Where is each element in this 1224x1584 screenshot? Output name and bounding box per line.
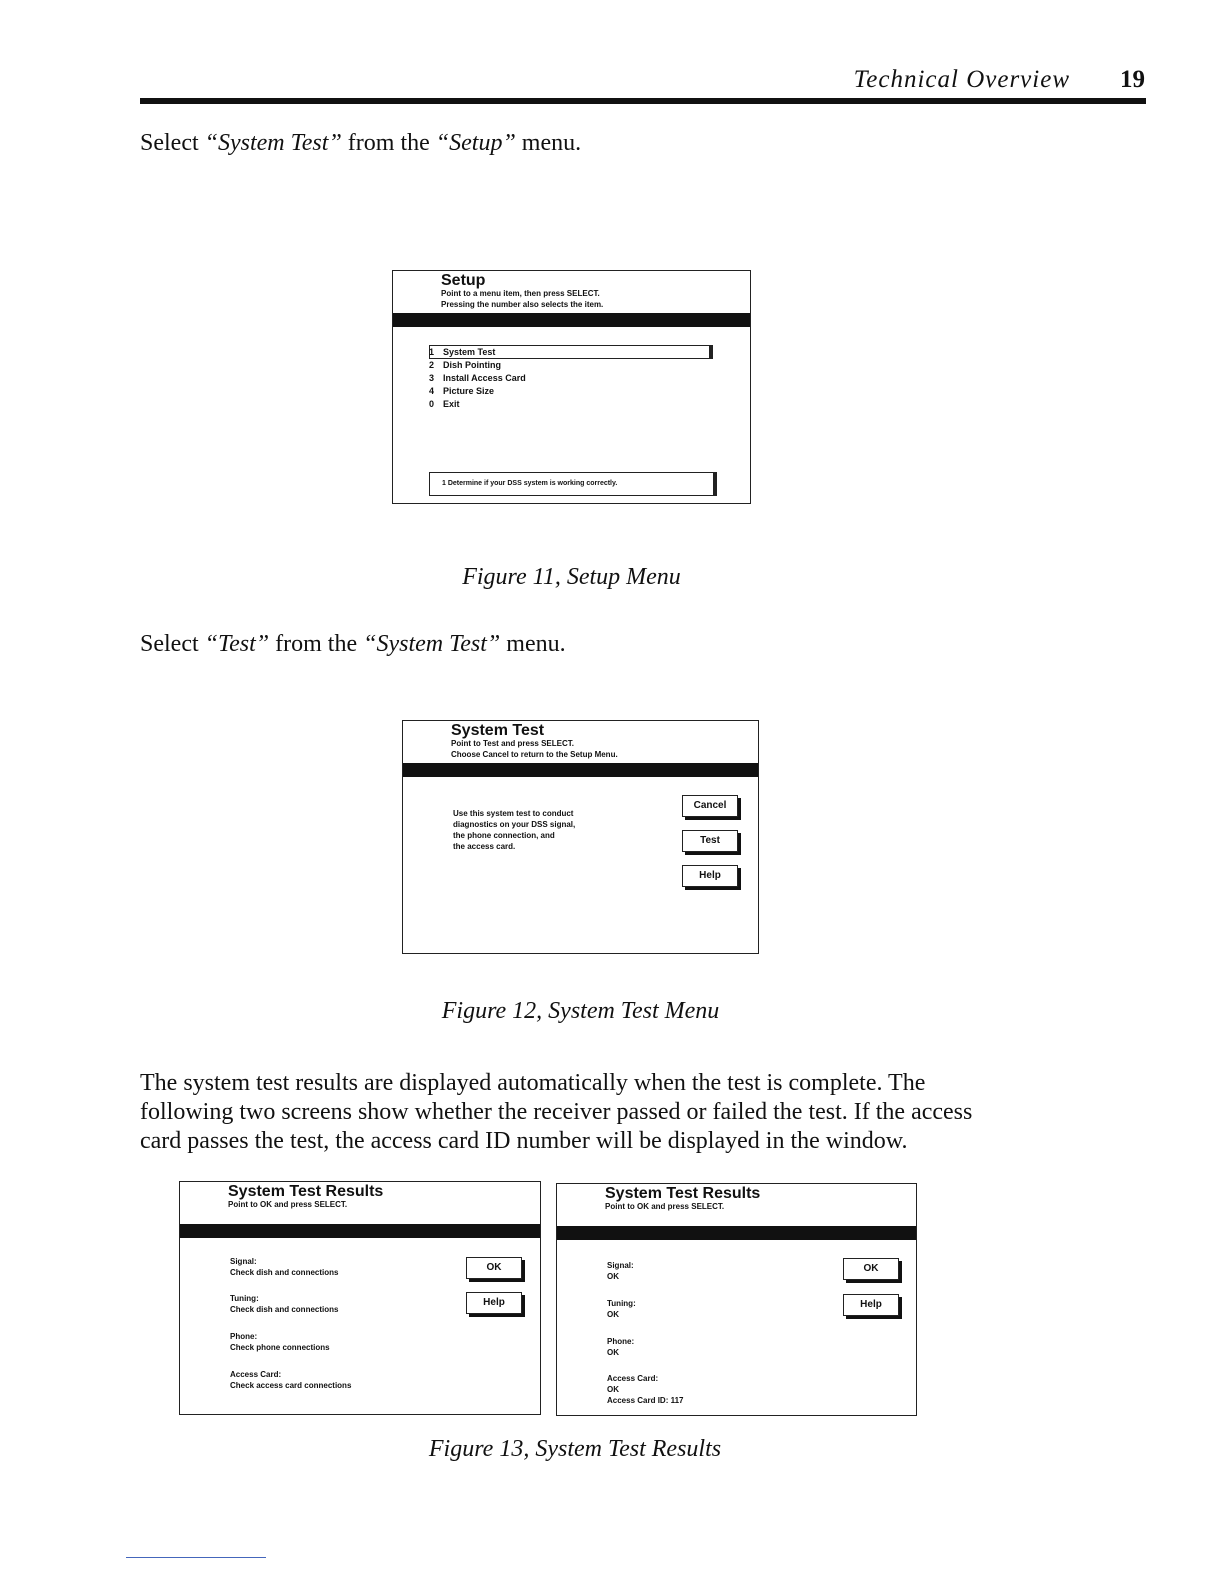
fail-result-phone: Phone: Check phone connections [230,1332,330,1352]
setup-status-bar: 1 Determine if your DSS system is working correctly. [429,472,717,496]
figure-12-caption: Figure 12, System Test Menu [441,998,720,1024]
figure-13-caption: Figure 13, System Test Results [428,1436,722,1462]
menu-item-system-test[interactable]: 1 System Test [429,347,496,357]
fail-screen-title: System Test Results [228,1183,384,1200]
system-test-menu-screen [402,720,759,954]
footer-rule [126,1557,266,1558]
pass-ok-button[interactable]: OK [843,1258,899,1280]
setup-screen-band [393,313,750,327]
instruction-select-system-test: Select “System Test” from the “Setup” menu. [140,130,582,156]
system-test-screen-title: System Test [451,722,545,739]
results-explanation-paragraph: The system test results are displayed automatically when the test is complete. The following two screens show whether the receiver passed or failed the test. If the access card passes the test, the access card ID number will be displayed in the window. [140,1070,973,1154]
system-test-screen-subtitle-1: Point to Test and press SELECT. [451,739,574,748]
pass-result-tuning: Tuning: OK [607,1299,636,1319]
pass-result-signal: Signal: OK [607,1261,634,1281]
pass-help-button[interactable]: Help [843,1294,899,1316]
running-header-title: Technical Overview [853,66,1070,93]
system-test-screen-band [403,763,758,777]
menu-item-install-access-card[interactable]: 3 Install Access Card [429,373,526,383]
menu-item-dish-pointing[interactable]: 2 Dish Pointing [429,360,501,370]
figure-11-caption: Figure 11, Setup Menu [462,564,681,590]
setup-screen-subtitle-2: Pressing the number also selects the item. [441,300,604,309]
fail-help-button[interactable]: Help [466,1292,522,1314]
help-button[interactable]: Help [682,865,738,887]
menu-item-exit[interactable]: 0 Exit [429,399,460,409]
access-card-id: Access Card ID: 117 [607,1396,684,1405]
setup-menu-screen [392,270,751,504]
instruction-select-test: Select “Test” from the “System Test” menu. [140,631,566,657]
test-results-pass-screen [556,1183,917,1416]
header-rule [140,98,1146,104]
fail-screen-subtitle: Point to OK and press SELECT. [228,1200,348,1209]
menu-item-picture-size[interactable]: 4 Picture Size [429,386,495,396]
page-number: 19 [1120,66,1145,93]
setup-screen-subtitle-1: Point to a menu item, then press SELECT. [441,289,600,298]
cancel-button[interactable]: Cancel [682,795,738,817]
test-results-fail-screen [179,1181,541,1415]
fail-result-signal: Signal: Check dish and connections [230,1257,339,1277]
system-test-screen-subtitle-2: Choose Cancel to return to the Setup Menu. [451,750,618,759]
pass-screen-band [557,1226,916,1240]
setup-screen-title: Setup [441,272,486,289]
fail-result-access-card: Access Card: Check access card connections [230,1370,352,1390]
system-test-description: Use this system test to conduct diagnostics on your DSS signal, the phone connection, and the access card. [453,809,576,851]
fail-screen-band [180,1224,540,1238]
pass-screen-title: System Test Results [605,1185,761,1202]
pass-result-phone: Phone: OK [607,1337,635,1357]
pass-screen-subtitle: Point to OK and press SELECT. [605,1202,725,1211]
test-button[interactable]: Test [682,830,738,852]
fail-result-tuning: Tuning: Check dish and connections [230,1294,339,1314]
fail-ok-button[interactable]: OK [466,1257,522,1279]
pass-result-access-card: Access Card: OK Access Card ID: 117 [607,1374,684,1405]
